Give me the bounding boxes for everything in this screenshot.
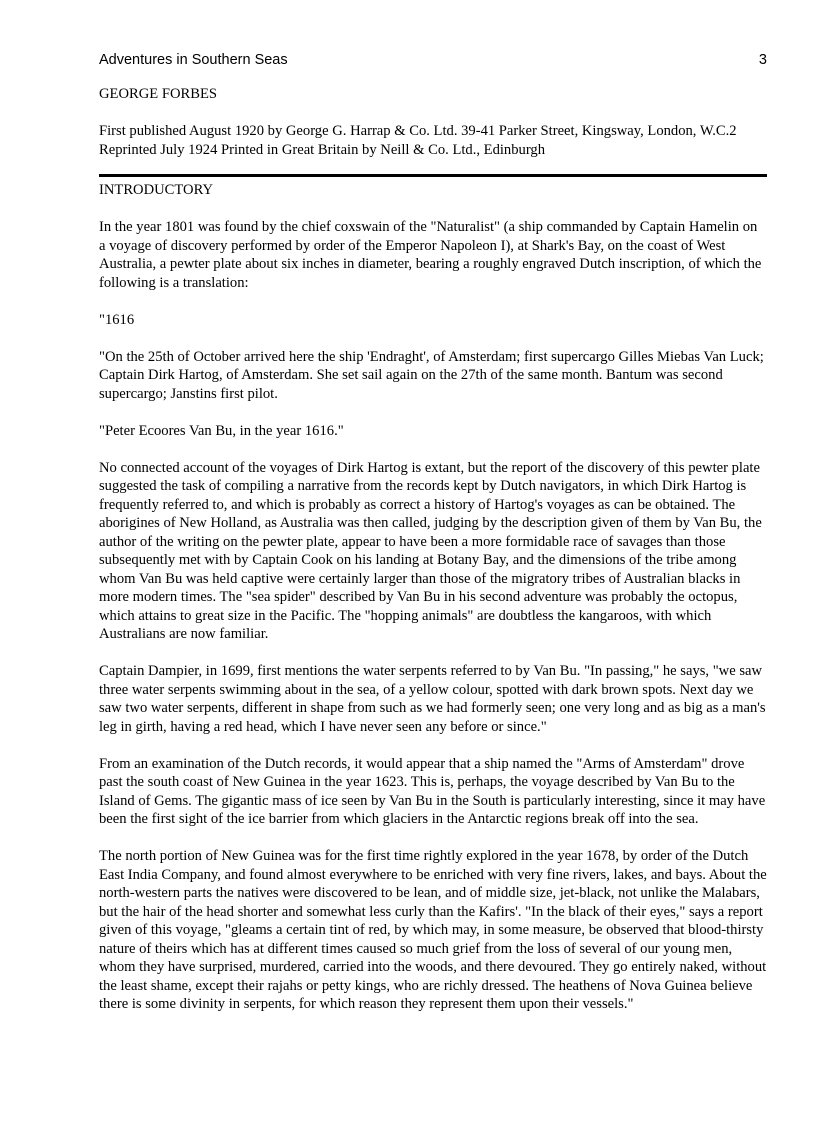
body-text [99,181,767,1032]
paragraph: The north portion of New Guinea was for the first time rightly explored in the year 1678, by order of the Dutch East India Company, and found almost everywhere to be enriched with very fine rivers, lakes, and bays. About the north-western parts the natives were discovered to be lean, and of middle size, jet-black, not unlike the Malabars, but the hair of the head shorter and somewhat less curly than the Kafirs'. "In the black of their eyes," says a report given of this voyage, "gleams a certain tint of red, by which may, in some measure, be observed that blood-thirsty nature of theirs which has at different times caused so much grief from the loss of several of our young men, whom they have surprised, murdered, carried into the woods, and there devoured. They go entirely naked, without the least shame, except their rajahs or petty kings, who are richly dressed. The heathens of Nova Guinea believe there is some divinity in serpents, for which reason they represent them upon their vessels." [99,848,767,1012]
book-title: Adventures in Southern Seas [99,52,288,68]
horizontal-rule [99,174,767,177]
publication-line-1: First published August 1920 by George G. Harrap & Co. Ltd. 39-41 Parker Street, Kingsway, London, W.C.2 [99,123,737,139]
running-header [99,52,767,72]
publication-line-2: Reprinted July 1924 Printed in Great Britain by Neill & Co. Ltd., Edinburgh [99,141,546,158]
section-heading: INTRODUCTORY [99,182,214,198]
publication-info [99,122,767,159]
paragraph: Captain Dampier, in 1699, first mentions the water serpents referred to by Van Bu. "In passing," he says, "we saw three water serpents swimming about in the sea, of a yellow colour, spotted with dark brown spots. Next day we saw two water serpents, different in shape from such as we had formerly seen; one very long and as big as a man's leg in girth, having a red head, which I have never seen any before or since." [99,663,766,735]
paragraph: From an examination of the Dutch records, it would appear that a ship named the "Arms of Amsterdam" drove past the south coast of New Guinea in the year 1623. This is, perhaps, the voyage described by Van Bu to the Island of Gems. The gigantic mass of ice seen by Van Bu in the South is particularly interesting, since it may have been the first sight of the ice barrier from which glaciers in the Antarctic regions break off into the sea. [99,755,766,827]
paragraph: "Peter Ecoores Van Bu, in the year 1616." [99,422,344,439]
paragraph: In the year 1801 was found by the chief coxswain of the "Naturalist" (a ship commanded by Captain Hamelin on a voyage of discovery performed by order of the Emperor Napoleon I), at Shark's Bay, on the coast of West Australia, a pewter plate about six inches in diameter, bearing a roughly engraved Dutch inscription, of which the following is a translation: [99,219,762,291]
paragraph: "1616 [99,311,135,328]
paragraph: No connected account of the voyages of Dirk Hartog is extant, but the report of the discovery of this pewter plate suggested the task of compiling a narrative from the records kept by Dutch navigators, in which Dirk Hartog is frequently referred to, and which is probably as correct a history of Hartog's voyages as can be obtained. The aborigines of New Holland, as Australia was then called, judging by the description given of them by Van Bu, the author of the writing on the pewter plate, appear to have been a more formidable race of savages than those subsequently met with by Captain Cook on his landing at Botany Bay, and the dimensions of the tribe among whom Van Bu was held captive were certainly larger than those of the migratory tribes of Australian blacks in more modern times. The "sea spider" described by Van Bu in his second adventure was probably the octopus, which attains to great size in the Pacific. The "hopping animals" are doubtless the kangaroos, with which Australians are now familiar. [99,459,762,642]
author-name: GEORGE FORBES [99,86,217,102]
paragraph: "On the 25th of October arrived here the ship 'Endraght', of Amsterdam; first supercargo Gilles Miebas Van Luck; Captain Dirk Hartog, of Amsterdam. She set sail again on the 27th of the same month. Bantum was second supercargo; Janstins first pilot. [99,348,764,402]
page-number: 3 [758,52,767,68]
